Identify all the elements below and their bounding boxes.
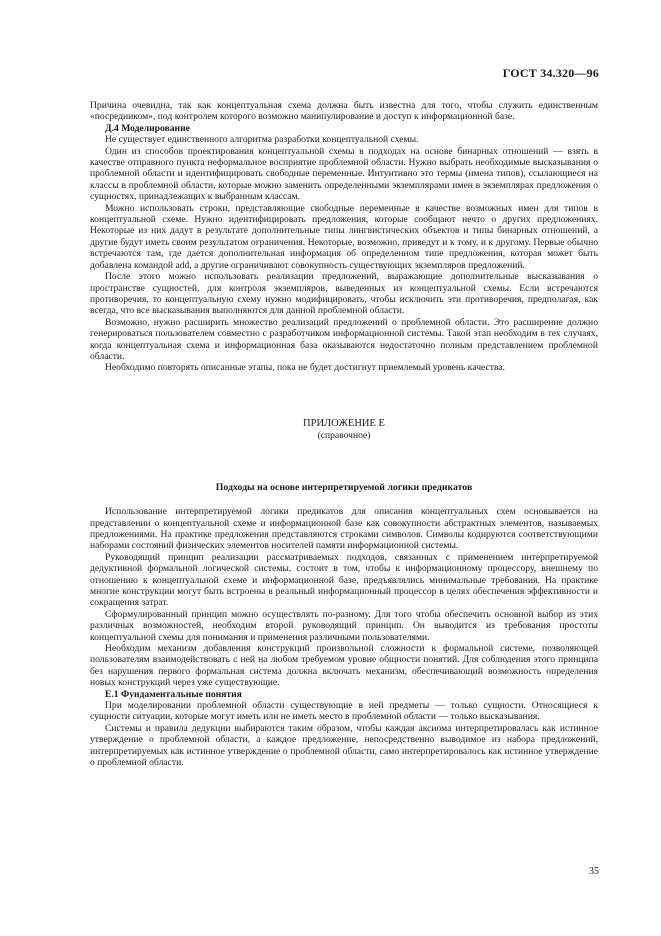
page-content <box>90 100 598 769</box>
page-number: 35 <box>589 866 599 877</box>
paragraph: Системы и правила дедукции выбираются таким образом, чтобы каждая аксиома интерпретировалась как истинное утверждение о проблемной области, а каждое предложение, непосредственно выводимое из набора предложений, интерпретируемых как истинное утверждение о проблемной области, само интерпретировалось как истинное утверждение о проблемной области. <box>90 722 598 769</box>
paragraph: Руководящий принцип реализации рассматриваемых подходов, связанных с применением интерпретируемой дедуктивной формальной логической системы, состоит в том, чтобы к информационному процессору, внешнему по отношению к концептуальной схеме и информационной базе, предъявлялись минимальные требования. На практике многие конструкции могут быть встроены в реальный информационный процессор в целях обеспечения эффективности и сокращения затрат. <box>90 551 598 609</box>
paragraph: Использование интерпретируемой логики предикатов для описания концептуальных схем основывается на представлении о концептуальной схеме и информационной базе как совокупности абстрактных элементов, называемых предложениями. На практике предложения представляются строками символов. Символы кодируются соответствующими наборами состояний физических элементов носителей памяти информационной системы. <box>90 506 598 552</box>
standard-header: ГОСТ 34.320—96 <box>502 66 599 80</box>
paragraph: Не существует единственного алгоритма разработки концептуальной схемы. <box>105 134 419 146</box>
intro-paragraph: Причина очевидна, так как концептуальная схема должна быть известна для того, чтобы служить единственным «посредником», под контролем которого возможно манипулирование и доступ к информационной базе. <box>90 100 598 123</box>
appendix-heading <box>90 418 598 442</box>
section-title: Подходы на основе интерпретируемой логики предикатов <box>215 481 473 493</box>
appendix-subtitle: (справочное) <box>317 429 371 441</box>
paragraph: После этого можно использовать реализации предложений, выражающие дополнительные высказывания о пространстве сущностей, для контроля экземпляров, выведенных из концептуальной схемы. Если встречаются противоречия, то концептуальную схему нужно модифицировать, чтобы исключить эти противоречия, предполагая, как всегда, что все высказывания выполняются для данной проблемной области. <box>90 271 598 317</box>
paragraph: Сформулированный принцип можно осуществлять по-разному. Для того чтобы обеспечить основной выбор из этих различных возможностей, необходим второй руководящий принцип. Он выводится из требования простоты концептуальной схемы для понимания и применения различными пользователями. <box>90 608 598 643</box>
paragraph: Необходим механизм добавления конструкций произвольной сложности к формальной системе, позволяющей пользователям взаимодействовать с ней на любом требуемом уровне общности понятий. Для соблюдения этого принципа без нарушения первого формальная система должна включать механизм, обеспечивающий возможность определения новых конструкций через уже существующие. <box>90 643 598 689</box>
paragraph: Необходимо повторять описанные этапы, пока не будет достигнут приемлемый уровень качества. <box>105 362 506 374</box>
paragraph: Можно использовать строки, представляющие свободные переменные в качестве возможных имен для типов в концептуальной схеме. Нужно идентифицировать предложения, которые сообщают нечто о других предложениях. Некоторые из них дадут в результате дополнительные типы лингвистических объектов и типы бинарных отношений, а другие будут иметь своим результатом ограничения. Некоторые, возможно, приведут и к тому, и к другому. Первые обычно встречаются там, где дается дополнительная информация об определенном типе предложения, которая может быть добавлена командой add, а другие ограничивают совокупность существующих экземпляров предложений. <box>90 202 598 271</box>
paragraph: При моделировании проблемной области существующие в ней предметы — только сущности. Относящиеся к сущности ситуации, которые могут иметь или не иметь место в проблемной области — только высказывания. <box>90 700 598 723</box>
section-heading-e1: Е.1 Фундаментальные понятия <box>105 688 242 700</box>
appendix-title: ПРИЛОЖЕНИЕ Е <box>303 417 385 429</box>
section-heading-d4: Д.4 Моделирование <box>105 122 190 134</box>
paragraph: Возможно, нужно расширить множество реализаций предложений о проблемной области. Это расширение должно генерироваться пользователем совместно с разработчиком информационной системы. Такой этап необходим в тех случаях, когда концептуальная схема и информационная база оказываются недостаточно полным представлением проблемной области. <box>90 316 598 362</box>
paragraph: Один из способов проектирования концептуальной схемы в подходах на основе бинарных отношений — взять в качестве отправного пункта неформальное восприятие проблемной области. Нужно выбрать необходимые высказывания о проблемной области и идентифицировать свободные переменные. Интуитивно это термы (имена типов), ссылающиеся на классы в проблемной области, которые можно заменить определенными экземплярами имен в экземплярах предложения о сущностях, принадлежащих к выбранным классам. <box>90 145 598 203</box>
